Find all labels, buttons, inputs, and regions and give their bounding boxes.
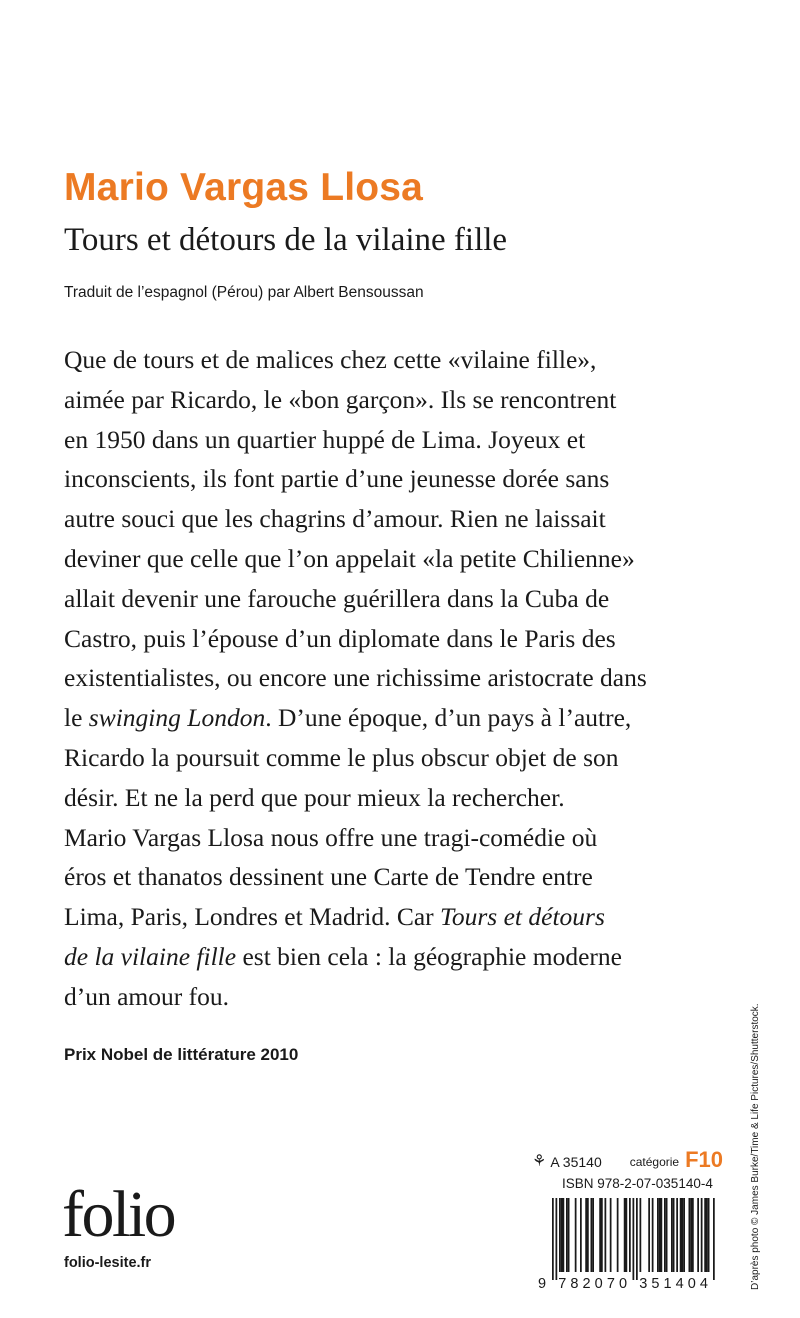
barcode-bar [689,1198,691,1272]
publisher-website: folio-lesite.fr [64,1255,152,1271]
barcode-bar [661,1198,663,1272]
barcode-guard-bar [556,1198,558,1280]
blurb-line: existentialistes, ou encore une richissime aristocrate dans [64,663,647,693]
blurb [64,340,724,1017]
product-code: A 35140 [550,1154,602,1170]
blurb-line: autre souci que les chagrins d’amour. Rien ne laissait [64,504,606,534]
blurb-italic-text: Tours et détours [440,902,605,932]
folio-mark-icon: ⚘ [532,1153,547,1170]
nobel-prize-line: Prix Nobel de littérature 2010 [64,1045,299,1064]
blurb-text: . D’une époque, d’un pays à l’autre, [265,703,632,733]
translator-line: Traduit de l’espagnol (Pérou) par Albert Bensoussan [64,284,424,301]
blurb-text: est bien cela : la géographie moderne [236,941,622,971]
blurb-line: allait devenir une farouche guérillera dans la Cuba de [64,583,610,613]
blurb-text: le [64,703,89,733]
barcode-guard-bar [633,1198,635,1280]
blurb-line: Que de tours et de malices chez cette «vilaine fille», [64,345,597,374]
barcode-bar [708,1198,710,1272]
category-label: catégorie [629,1155,680,1169]
blurb-line: inconscients, ils font partie d’une jeunesse dorée sans [64,464,610,494]
barcode-bar [676,1198,678,1272]
barcode-bar [706,1198,708,1272]
barcode-bar [610,1198,612,1272]
barcode-bar [601,1198,603,1272]
barcode-bar [563,1198,565,1272]
barcode-bar [568,1198,570,1272]
barcode [538,1198,716,1290]
product-codes [532,1143,723,1173]
barcode-bar [599,1198,601,1272]
barcode-bar [617,1198,619,1272]
blurb-line: Mario Vargas Llosa nous offre une tragi-comédie où [64,822,598,852]
blurb-line: désir. Et ne la perd que pour mieux la rechercher. [64,782,565,812]
barcode-guard-bar [552,1198,554,1280]
blurb-line: d’un amour fou. [64,981,230,1011]
blurb-line [64,897,724,937]
barcode-bar [682,1198,684,1272]
barcode-bar [664,1198,666,1272]
barcode-bar [559,1198,561,1272]
barcode-guard-bar [636,1198,638,1280]
barcode-bar [640,1198,642,1272]
barcode-graphic [538,1198,716,1290]
barcode-bar [629,1198,631,1272]
isbn: ISBN 978-2-07-035140-4 [562,1176,713,1191]
barcode-bar [704,1198,706,1272]
barcode-bar [648,1198,650,1272]
blurb-italic-text: swinging London [88,703,266,733]
blurb-line [64,698,724,738]
blurb-text: Lima, Paris, Londres et Madrid. Car [64,902,441,932]
barcode-bar [566,1198,568,1272]
barcode-bar [666,1198,668,1272]
barcode-bar [626,1198,628,1272]
barcode-bar [690,1198,692,1272]
blurb-italic-text: de la vilaine fille [64,941,237,971]
barcode-guard-bar [713,1198,715,1280]
barcode-bar [701,1198,703,1272]
barcode-bar [683,1198,685,1272]
blurb-line: aimée par Ricardo, le «bon garçon». Ils se rencontrent [64,384,617,414]
barcode-bar [605,1198,607,1272]
blurb-line: deviner que celle que l’on appelait «la petite Chilienne» [64,543,635,573]
barcode-bar [592,1198,594,1272]
author-name: Mario Vargas Llosa [64,166,424,209]
barcode-bar [585,1198,587,1272]
blurb-line [64,937,724,977]
barcode-bar [624,1198,626,1272]
barcode-bar [591,1198,593,1272]
book-title: Tours et détours de la vilaine fille [64,222,508,258]
blurb-line: Castro, puis l’épouse d’un diplomate dans le Paris des [64,623,616,653]
barcode-bar [680,1198,682,1272]
barcode-bar [587,1198,589,1272]
blurb-line: Ricardo la poursuit comme le plus obscur objet de son [64,742,619,772]
barcode-bar [692,1198,694,1272]
photo-credit: D’après photo © James Burke/Time & Life Pictures/Shutterstock. [750,1003,761,1290]
barcode-bar [561,1198,563,1272]
barcode-bar [575,1198,577,1272]
blurb-line: éros et thanatos dessinent une Carte de Tendre entre [64,862,593,892]
barcode-bar [673,1198,675,1272]
category-code: F10 [685,1147,724,1172]
barcode-bar [580,1198,582,1272]
blurb-line: en 1950 dans un quartier huppé de Lima. Joyeux et [64,424,586,454]
barcode-bar [652,1198,654,1272]
folio-logo: folio [62,1178,175,1251]
barcode-bar [659,1198,661,1272]
barcode-bar [671,1198,673,1272]
barcode-bar [657,1198,659,1272]
barcode-bar [697,1198,699,1272]
barcode-digits: 9 782070 351404 [538,1276,708,1290]
